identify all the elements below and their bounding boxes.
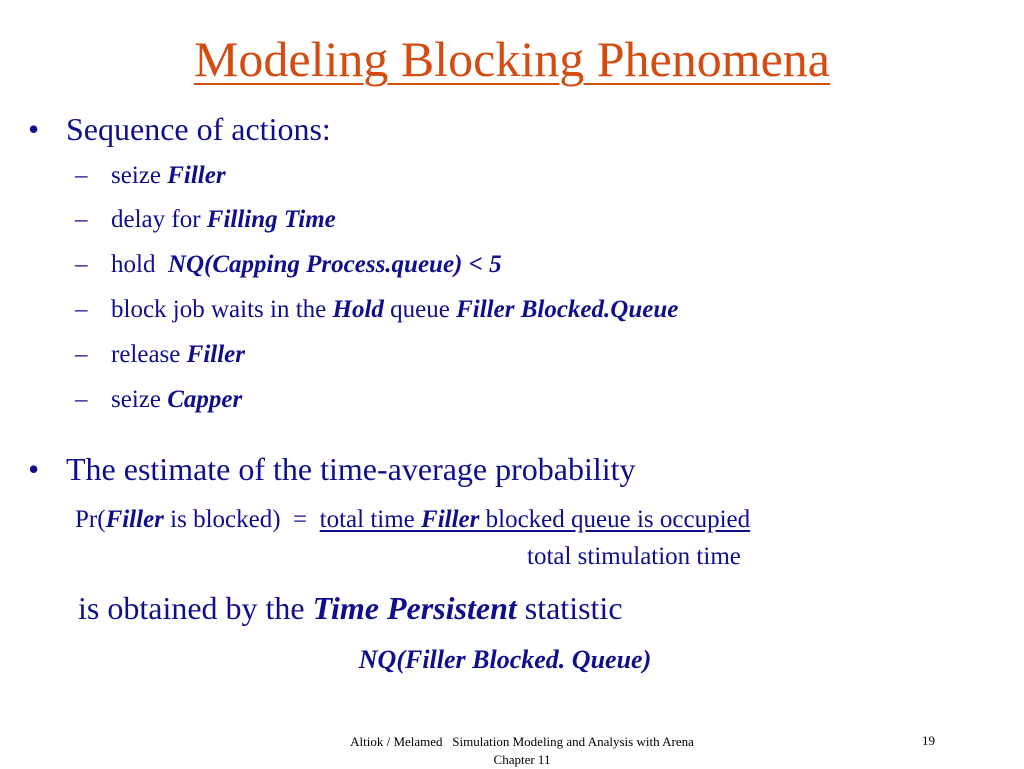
dash-marker: –	[75, 296, 88, 323]
formula-lhs-prefix: Pr(	[75, 506, 106, 533]
formula-numerator	[320, 506, 750, 533]
bullet-marker: •	[28, 451, 40, 487]
dash-marker: –	[75, 162, 88, 189]
obtained-prefix: is obtained by the	[78, 590, 313, 626]
obtained-statement	[78, 590, 623, 627]
sub-item-emphasis: Hold	[332, 296, 384, 323]
statistic-expression-text: NQ(Filler Blocked. Queue)	[358, 645, 652, 674]
dash-marker: –	[75, 386, 88, 413]
formula-lhs-emphasis: Filler	[105, 506, 164, 533]
dash-marker: –	[75, 206, 88, 233]
sub-item-text: seize	[111, 162, 168, 189]
sub-item-text: delay for	[111, 206, 207, 233]
sub-item-text: release	[111, 341, 187, 368]
sub-item-emphasis-2: Filler Blocked.Queue	[456, 296, 679, 323]
probability-formula	[75, 506, 750, 534]
footer-line-1: Altiok / Melamed Simulation Modeling and Analysis with Arena	[350, 734, 694, 749]
bullet-text: Sequence of actions:	[66, 111, 331, 147]
sub-item-emphasis: Filler	[167, 162, 226, 189]
bullet-marker: •	[28, 111, 40, 147]
footer-line-2: Chapter 11	[493, 752, 551, 767]
numerator-prefix: total time	[319, 506, 422, 533]
sub-item-emphasis: NQ(Capping Process.queue) < 5	[167, 251, 502, 278]
formula-lhs-suffix: is blocked)	[163, 506, 281, 533]
dash-marker: –	[75, 251, 88, 278]
numerator-suffix: blocked queue is occupied	[479, 506, 751, 533]
bullet-text: The estimate of the time-average probability	[66, 451, 636, 487]
sub-item-emphasis: Filler	[186, 341, 245, 368]
statistic-expression	[0, 645, 1010, 675]
obtained-suffix: statistic	[516, 590, 623, 626]
sub-item-text: block job waits in the	[111, 296, 333, 323]
sub-item-emphasis: Filling Time	[206, 206, 336, 233]
sub-item-text: hold	[111, 251, 168, 278]
dash-marker: –	[75, 341, 88, 368]
slide-title: Modeling Blocking Phenomena	[193, 31, 831, 87]
sub-item-text-2: queue	[383, 296, 457, 323]
formula-denominator: total stimulation time	[527, 543, 741, 570]
page-number: 19	[922, 733, 935, 748]
obtained-emphasis: Time Persistent	[312, 590, 517, 626]
formula-equals: =	[293, 506, 308, 533]
sub-item-emphasis: Capper	[167, 386, 243, 413]
slide-footer	[0, 733, 1024, 769]
numerator-emphasis: Filler	[421, 506, 480, 533]
sub-item-text: seize	[111, 386, 168, 413]
